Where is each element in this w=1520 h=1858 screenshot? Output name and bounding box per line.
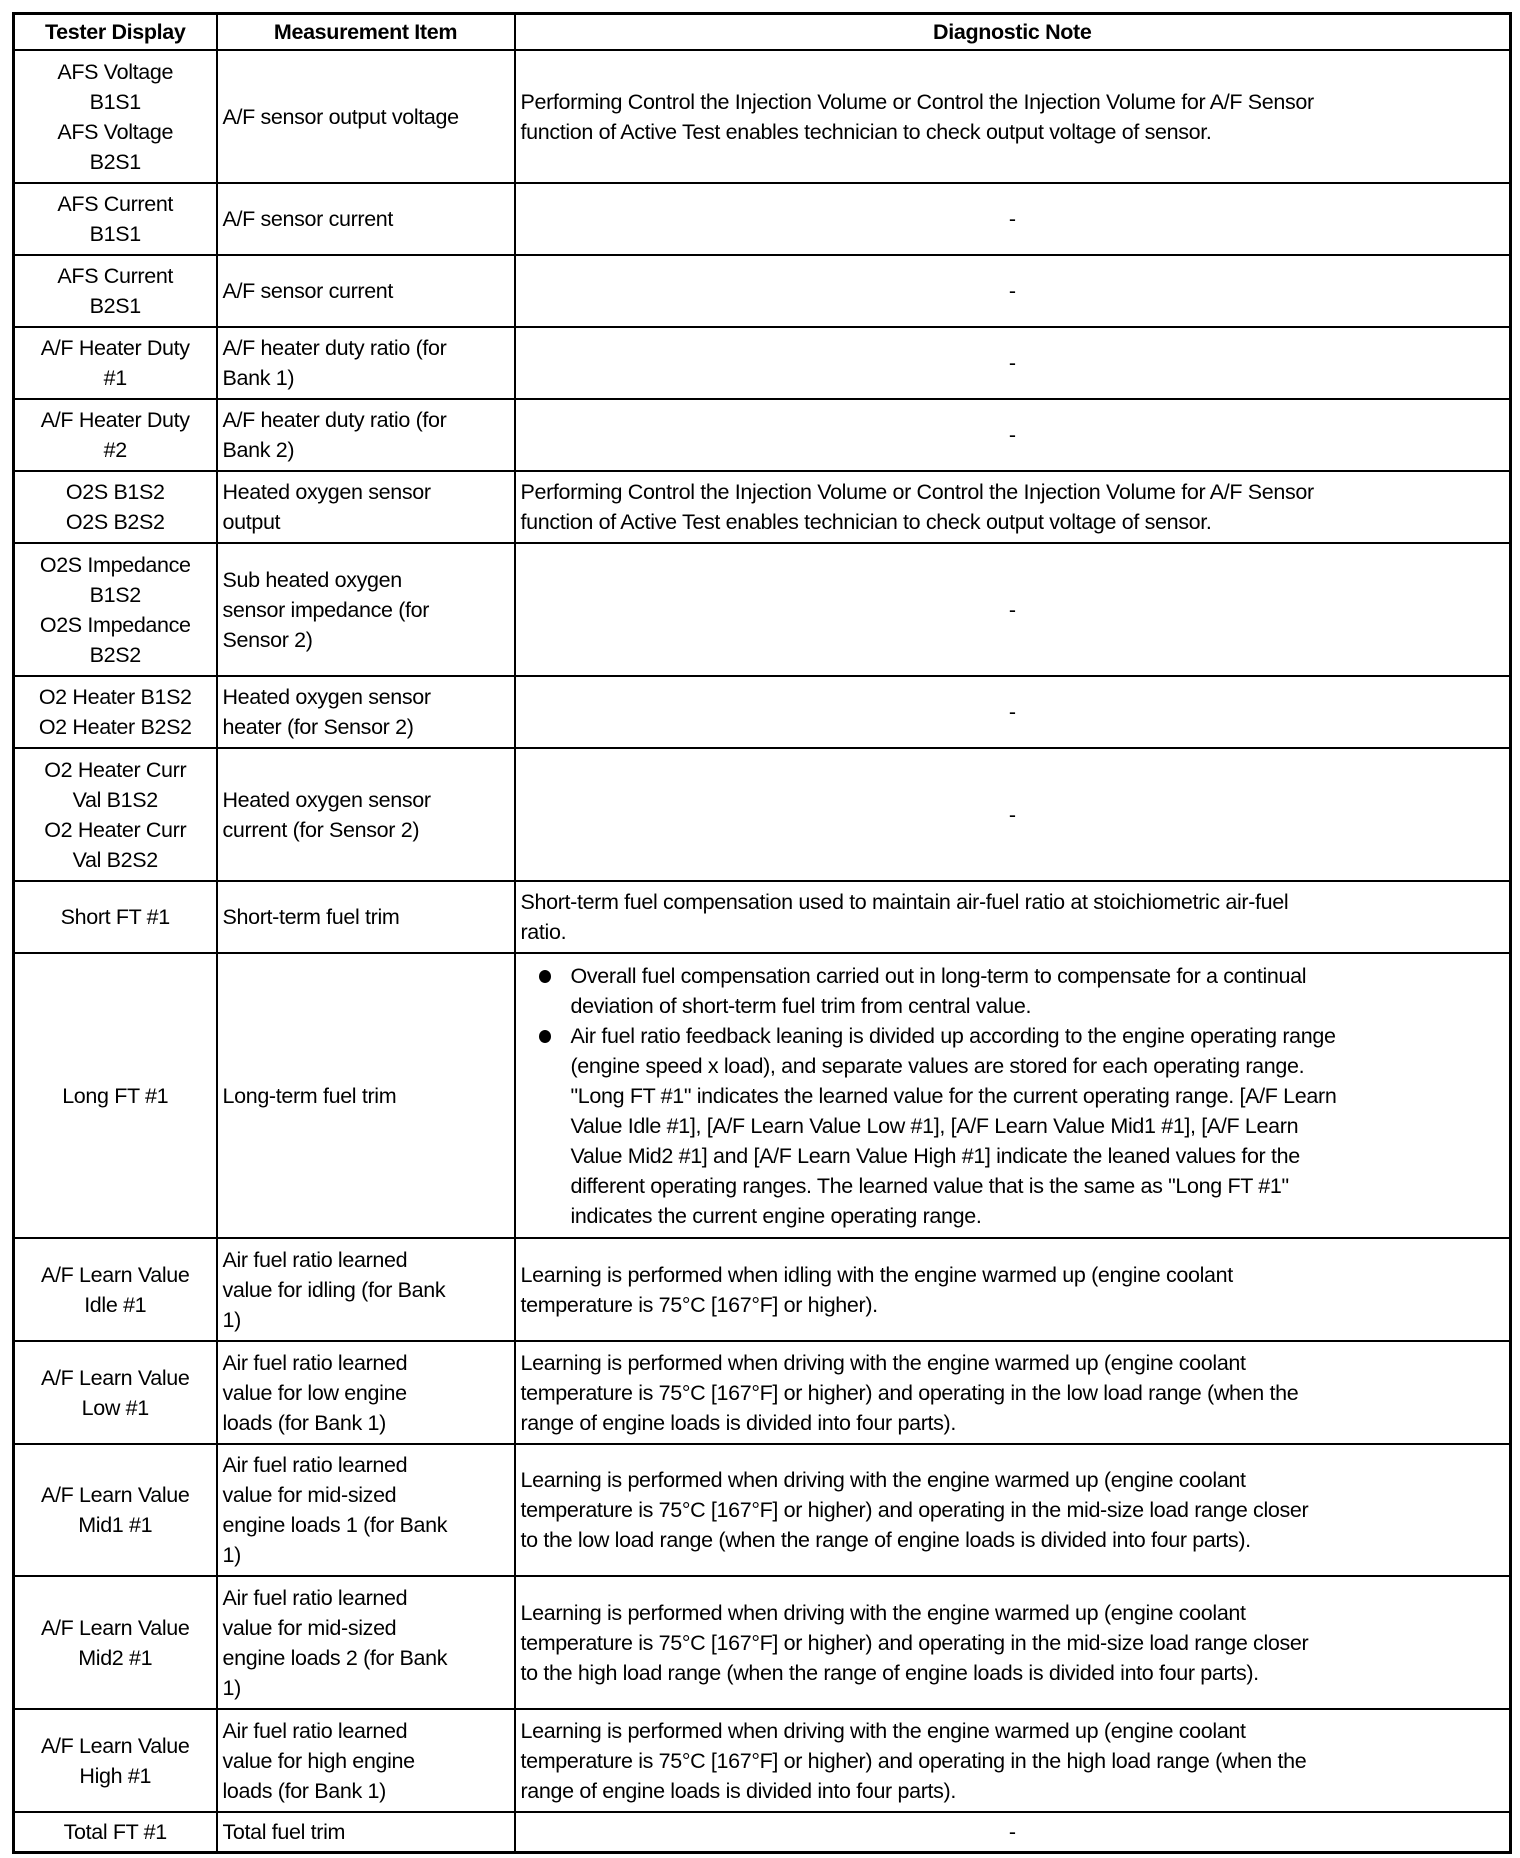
measurement-item-cell: Heated oxygen sensor heater (for Sensor 2) — [217, 676, 515, 748]
measurement-item-cell: Sub heated oxygen sensor impedance (for Sensor 2) — [217, 543, 515, 676]
table-row — [14, 881, 1511, 953]
tester-display-cell: A/F Learn Value Mid2 #1 — [14, 1576, 217, 1709]
table-row — [14, 399, 1511, 471]
table-row — [14, 748, 1511, 881]
tester-display-cell: A/F Heater Duty #2 — [14, 399, 217, 471]
measurement-item-cell: Heated oxygen sensor current (for Sensor 2) — [217, 748, 515, 881]
table-row — [14, 1238, 1511, 1341]
diagnostic-note-cell — [515, 953, 1511, 1238]
note-bullet-item — [571, 1021, 1505, 1231]
diagnostic-note-cell: - — [515, 255, 1511, 327]
diagnostic-note-cell: - — [515, 543, 1511, 676]
bullet-icon — [539, 1030, 551, 1043]
measurement-item-cell: Long-term fuel trim — [217, 953, 515, 1238]
diagnostic-note-cell: - — [515, 399, 1511, 471]
measurement-item-cell: Short-term fuel trim — [217, 881, 515, 953]
table-row — [14, 1812, 1511, 1852]
measurement-item-cell: A/F sensor output voltage — [217, 50, 515, 183]
table-row — [14, 471, 1511, 543]
measurement-item-cell: Air fuel ratio learned value for low engine loads (for Bank 1) — [217, 1341, 515, 1444]
tester-display-cell: AFS Current B2S1 — [14, 255, 217, 327]
measurement-item-cell: Air fuel ratio learned value for mid-sized engine loads 2 (for Bank 1) — [217, 1576, 515, 1709]
table-row — [14, 676, 1511, 748]
tester-display-cell: AFS Voltage B1S1 AFS Voltage B2S1 — [14, 50, 217, 183]
bullet-icon — [539, 970, 551, 983]
measurement-item-cell: A/F heater duty ratio (for Bank 1) — [217, 327, 515, 399]
note-bullet-item — [571, 961, 1505, 1021]
diagnostic-note-cell: - — [515, 1812, 1511, 1852]
table-row — [14, 543, 1511, 676]
diagnostic-note-cell: - — [515, 327, 1511, 399]
bullet-text: Air fuel ratio feedback leaning is divided up according to the engine operating range (engine speed x load), and separate values are stored for each operating range. "Long FT #1" indicates the learned value for the current operating range. [A/F Learn Value Idle #1], [A/F Learn Value Low #1], [A/F Learn Value Mid1 #1], [A/F Learn Value Mid2 #1] and [A/F Learn Value High #1] indicate the leaned values for the different operating ranges. The learned value that is the same as "Long FT #1" indicates the current engine operating range. — [570, 1023, 1337, 1228]
diagnostic-note-cell: - — [515, 748, 1511, 881]
table-row — [14, 1576, 1511, 1709]
diagnostic-note-cell: Learning is performed when driving with the engine warmed up (engine coolant temperature is 75°C [167°F] or higher) and operating in the low load range (when the range of engine loads is divided into four parts). — [515, 1341, 1511, 1444]
tester-display-cell: O2 Heater B1S2 O2 Heater B2S2 — [14, 676, 217, 748]
diagnostic-note-cell: Learning is performed when idling with the engine warmed up (engine coolant temperature is 75°C [167°F] or higher). — [515, 1238, 1511, 1341]
measurement-item-cell: Air fuel ratio learned value for idling (for Bank 1) — [217, 1238, 515, 1341]
note-bullet-list — [521, 961, 1505, 1231]
diagnostic-note-cell: Learning is performed when driving with the engine warmed up (engine coolant temperature is 75°C [167°F] or higher) and operating in the high load range (when the range of engine loads is divided into four parts). — [515, 1709, 1511, 1812]
header-diagnostic-note: Diagnostic Note — [515, 14, 1511, 51]
diagnostic-note-cell: - — [515, 676, 1511, 748]
measurement-item-cell: A/F sensor current — [217, 255, 515, 327]
tester-display-cell: O2S Impedance B1S2 O2S Impedance B2S2 — [14, 543, 217, 676]
table-row — [14, 183, 1511, 255]
tester-display-cell: O2S B1S2 O2S B2S2 — [14, 471, 217, 543]
measurement-item-cell: A/F heater duty ratio (for Bank 2) — [217, 399, 515, 471]
header-measurement-item: Measurement Item — [217, 14, 515, 51]
diagnostic-note-cell: - — [515, 183, 1511, 255]
bullet-text: Overall fuel compensation carried out in long-term to compensate for a continual deviation of short-term fuel trim from central value. — [570, 963, 1307, 1018]
tester-display-cell: Long FT #1 — [14, 953, 217, 1238]
header-tester-display: Tester Display — [14, 14, 217, 51]
diagnostic-note-cell: Learning is performed when driving with the engine warmed up (engine coolant temperature is 75°C [167°F] or higher) and operating in the mid-size load range closer to the high load range (when the range of engine loads is divided into four parts). — [515, 1576, 1511, 1709]
data-list-table — [12, 12, 1512, 1854]
diagnostic-note-cell: Learning is performed when driving with the engine warmed up (engine coolant temperature is 75°C [167°F] or higher) and operating in the mid-size load range closer to the low load range (when the range of engine loads is divided into four parts). — [515, 1444, 1511, 1576]
diagnostic-note-cell: Performing Control the Injection Volume or Control the Injection Volume for A/F Sensor function of Active Test enables technician to check output voltage of sensor. — [515, 50, 1511, 183]
tester-display-cell: A/F Learn Value Mid1 #1 — [14, 1444, 217, 1576]
tester-display-cell: A/F Learn Value High #1 — [14, 1709, 217, 1812]
table-row — [14, 953, 1511, 1238]
table-row — [14, 1709, 1511, 1812]
diagnostic-note-cell: Short-term fuel compensation used to maintain air-fuel ratio at stoichiometric air-fuel ratio. — [515, 881, 1511, 953]
tester-display-cell: O2 Heater Curr Val B1S2 O2 Heater Curr Val B2S2 — [14, 748, 217, 881]
table-header-row — [14, 14, 1511, 51]
tester-display-cell: A/F Heater Duty #1 — [14, 327, 217, 399]
tester-display-cell: AFS Current B1S1 — [14, 183, 217, 255]
tester-display-cell: A/F Learn Value Idle #1 — [14, 1238, 217, 1341]
tester-display-cell: A/F Learn Value Low #1 — [14, 1341, 217, 1444]
measurement-item-cell: Air fuel ratio learned value for mid-sized engine loads 1 (for Bank 1) — [217, 1444, 515, 1576]
measurement-item-cell: A/F sensor current — [217, 183, 515, 255]
table-row — [14, 1444, 1511, 1576]
tester-display-cell: Short FT #1 — [14, 881, 217, 953]
measurement-item-cell: Heated oxygen sensor output — [217, 471, 515, 543]
diagnostic-note-cell: Performing Control the Injection Volume or Control the Injection Volume for A/F Sensor function of Active Test enables technician to check output voltage of sensor. — [515, 471, 1511, 543]
table-row — [14, 50, 1511, 183]
measurement-item-cell: Air fuel ratio learned value for high engine loads (for Bank 1) — [217, 1709, 515, 1812]
table-row — [14, 327, 1511, 399]
measurement-item-cell: Total fuel trim — [217, 1812, 515, 1852]
tester-display-cell: Total FT #1 — [14, 1812, 217, 1852]
table-row — [14, 255, 1511, 327]
table-row — [14, 1341, 1511, 1444]
